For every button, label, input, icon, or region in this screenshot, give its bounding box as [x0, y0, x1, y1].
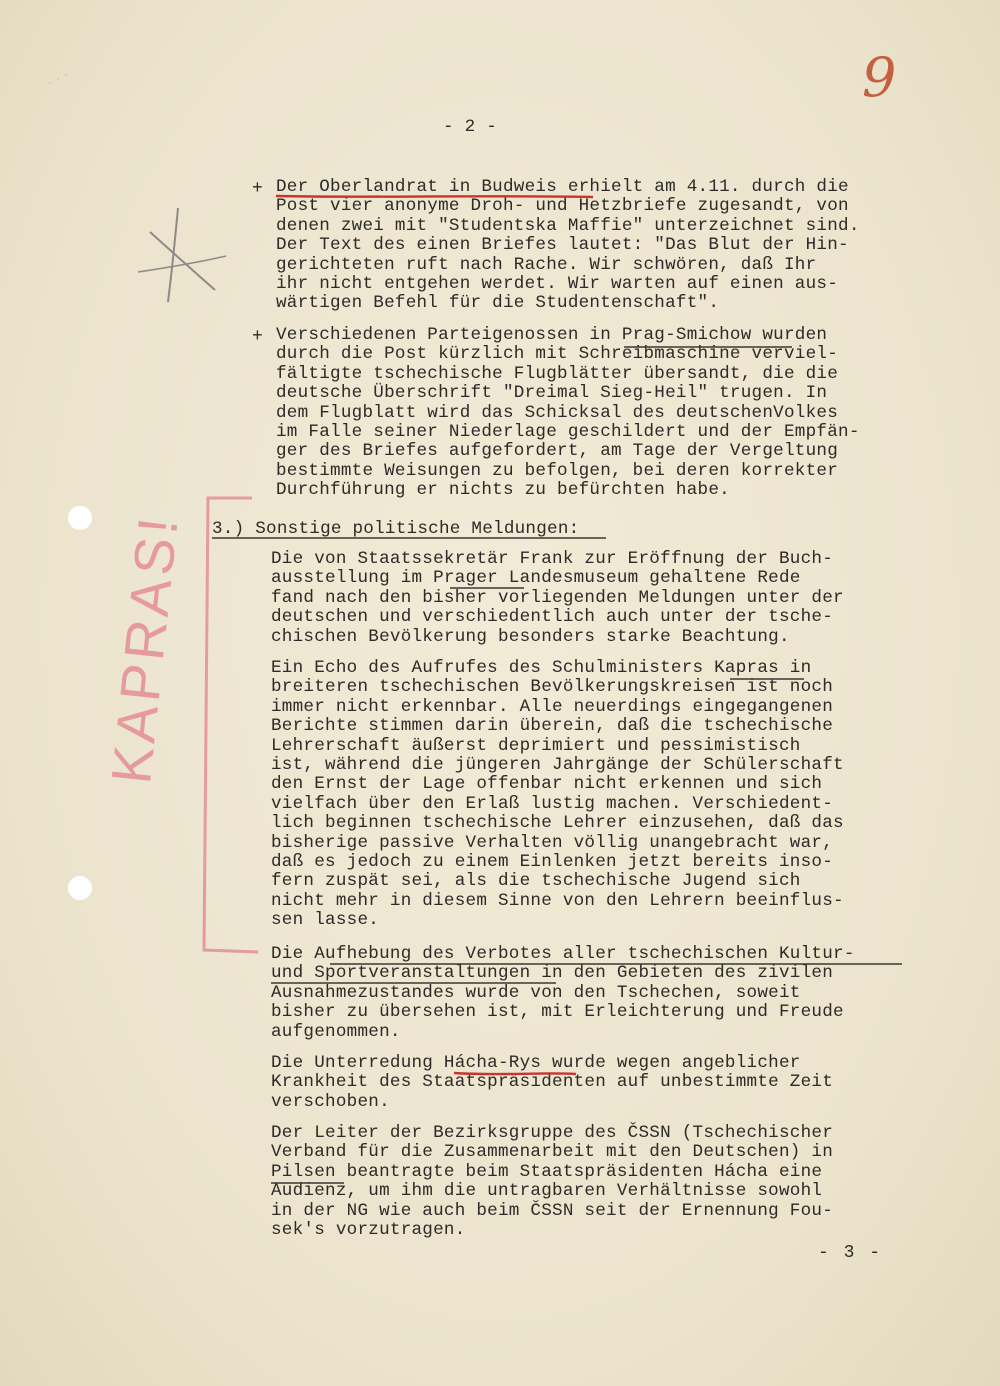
- text-line: dem Flugblatt wird das Schicksal des deutschenVolkes: [276, 402, 839, 423]
- text-line: durch die Post kürzlich mit Schreibmaschine verviel-: [276, 344, 839, 365]
- margin-stamp-kapras: KAPRAS!: [98, 510, 190, 787]
- text-line: gerichteten ruft nach Rache. Wir schwören, daß Ihr: [276, 254, 817, 275]
- text-line: ihr nicht entgehen werdet. Wir warten auf einen aus-: [276, 274, 839, 295]
- text-line: nicht mehr in diesem Sinne von den Lehrern beeinflus-: [271, 890, 844, 911]
- text-line: fältigte tschechische Flugblätter übersandt, die die: [276, 363, 839, 384]
- bullet-marker: +: [252, 327, 264, 347]
- text-line: sek's vorzutragen.: [271, 1220, 466, 1241]
- folio-number: 9: [862, 46, 897, 109]
- bullet-marker: +: [252, 179, 264, 199]
- text-line: in der NG wie auch beim ČSSN seit der Ernennung Fou-: [271, 1200, 834, 1221]
- text-line: denen zwei mit "Studentska Maffie" unterzeichnet sind.: [276, 215, 860, 236]
- text-line: vielfach über den Erlaß lustig machen. Verschiedent-: [271, 793, 834, 814]
- text-line: Pilsen beantragte beim Staatspräsidenten Hácha eine: [271, 1161, 823, 1182]
- text-line: fern zuspät sei, als die tschechische Jugend sich: [271, 871, 801, 892]
- text-line: verschoben.: [271, 1091, 390, 1112]
- text-line: den Ernst der Lage offenbar nicht erkennen und sich: [271, 774, 823, 795]
- text-line: Der Text des einen Briefes lautet: "Das Blut der Hin-: [276, 235, 849, 256]
- text-line: und Sportveranstaltungen in den Gebieten des zivilen: [271, 963, 834, 984]
- page-number: - 2 -: [443, 117, 498, 137]
- text-line: lich beginnen tschechische Lehrer einzusehen, daß das: [271, 813, 844, 834]
- text-line: Ein Echo des Aufrufes des Schulministers Kapras in: [271, 658, 812, 678]
- text-line: Die Aufhebung des Verbotes aller tschechischen Kultur-: [271, 944, 855, 964]
- text-line: ausstellung im Prager Landesmuseum gehaltene Rede: [271, 568, 801, 589]
- text-line: Post vier anonyme Droh- und Hetzbriefe zugesandt, von: [276, 196, 849, 217]
- text-line: Die von Staatssekretär Frank zur Eröffnung der Buch-: [271, 549, 834, 569]
- text-line: bestimmte Weisungen zu befolgen, bei deren korrekter: [276, 460, 839, 481]
- text-line: Krankheit des Staatspräsidenten auf unbestimmte Zeit: [271, 1072, 834, 1093]
- text-line: Berichte stimmen darin überein, daß die tschechische: [271, 716, 834, 737]
- section-heading: 3.) Sonstige politische Meldungen:: [212, 519, 580, 539]
- text-line: Verband für die Zusammenarbeit mit den Deutschen) in: [271, 1142, 834, 1163]
- text-line: deutsche Überschrift "Dreimal Sieg-Heil" trugen. In: [276, 383, 828, 404]
- text-line: daß es jedoch zu einem Einlenken jetzt bereits inso-: [271, 852, 834, 873]
- text-line: chischen Bevölkerung besonders starke Beachtung.: [271, 626, 790, 647]
- text-line: deutschen und verschiedentlich auch unter der tsche-: [271, 607, 834, 628]
- text-line: Die Unterredung Hácha-Rys wurde wegen angeblicher: [271, 1053, 801, 1073]
- text-line: Der Leiter der Bezirksgruppe des ČSSN (Tschechischer: [271, 1123, 834, 1143]
- next-page-indicator: - 3 -: [818, 1243, 883, 1263]
- text-line: Lehrerschaft äußerst deprimiert und pessimistisch: [271, 735, 801, 756]
- text-line: ist, während die jüngeren Jahrgänge der Schülerschaft: [271, 755, 844, 776]
- text-line: fand nach den bisher vorliegenden Meldungen unter der: [271, 587, 844, 608]
- faint-stamp-mark: · · ·: [43, 65, 72, 92]
- text-line: Verschiedenen Parteigenossen in Prag-Smichow wurden: [276, 325, 828, 345]
- text-line: aufgenommen.: [271, 1021, 401, 1042]
- text-line: bisher zu übersehen ist, mit Erleichterung und Freude: [271, 1002, 844, 1023]
- text-line: sen lasse.: [271, 910, 380, 931]
- text-line: Durchführung er nichts zu befürchten habe.: [276, 480, 730, 501]
- text-line: Ausnahmezustandes wurde von den Tschechen, soweit: [271, 982, 801, 1003]
- text-line: Audienz, um ihm die untragbaren Verhältnisse sowohl: [271, 1181, 823, 1202]
- text-line: immer nicht erkennbar. Alle neuerdings eingegangenen: [271, 696, 834, 717]
- text-line: ger des Briefes aufgefordert, am Tage der Vergeltung: [276, 441, 839, 462]
- text-line: breiteren tschechischen Bevölkerungskreisen ist noch: [271, 677, 834, 698]
- text-line: wärtigen Befehl für die Studentenschaft".: [276, 293, 720, 314]
- text-line: Der Oberlandrat in Budweis erhielt am 4.11. durch die: [276, 177, 849, 197]
- text-line: im Falle seiner Niederlage geschildert und der Empfän-: [276, 422, 860, 443]
- text-line: bisherige passive Verhalten völlig unangebracht war,: [271, 832, 834, 853]
